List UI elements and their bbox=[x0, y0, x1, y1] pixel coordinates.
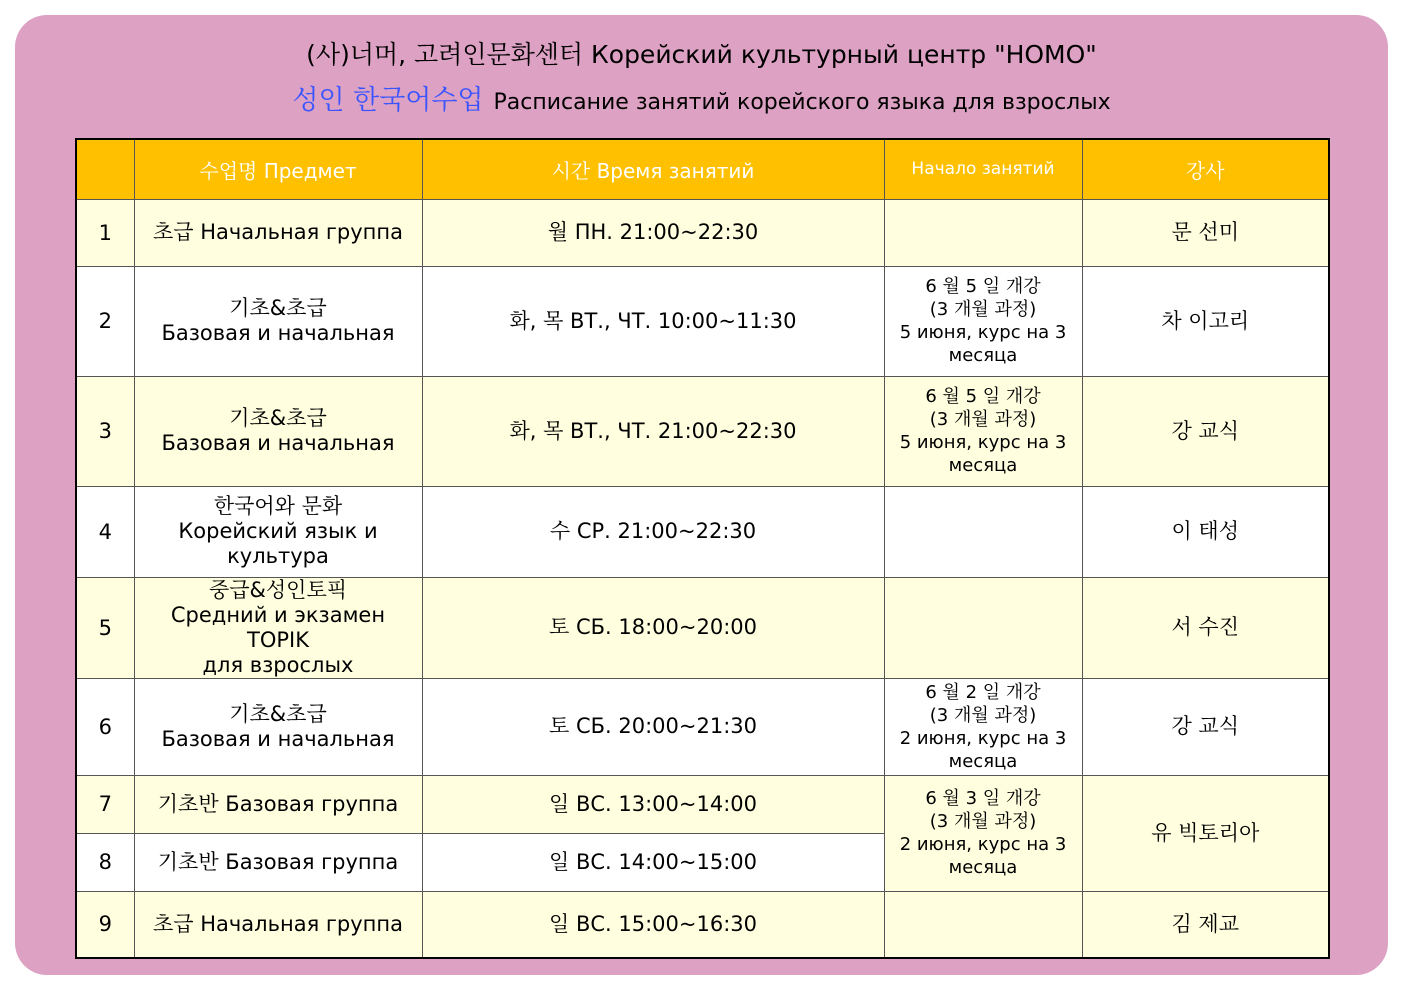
subject-cell bbox=[134, 891, 422, 958]
schedule-title-ru: Расписание занятий корейского языка для взрослых bbox=[493, 90, 1111, 115]
subject-cell bbox=[134, 376, 422, 486]
start-cell bbox=[884, 199, 1082, 266]
subject-line: Базовая и начальная bbox=[161, 431, 395, 455]
subject-line: Средний и экзамен TOPIK bbox=[170, 602, 386, 652]
time-cell: 토 СБ. 20:00~21:30 bbox=[422, 678, 884, 775]
row-number: 3 bbox=[76, 376, 134, 486]
start-line: месяца bbox=[948, 857, 1018, 878]
table-row bbox=[76, 376, 1329, 486]
subject-line: Корейский язык и bbox=[178, 519, 378, 543]
schedule-table bbox=[75, 138, 1330, 959]
col-header-teacher: 강사 bbox=[1082, 139, 1329, 199]
start-line: (3 개월 과정) bbox=[929, 704, 1037, 726]
start-cell bbox=[884, 266, 1082, 376]
subject-cell bbox=[134, 486, 422, 577]
row-number: 6 bbox=[76, 678, 134, 775]
subject-line: 초급 Начальная группа bbox=[152, 220, 403, 244]
start-line: (3 개월 과정) bbox=[929, 409, 1037, 430]
subject-line: 기초반 Базовая группа bbox=[157, 849, 399, 874]
center-title: (사)너머, 고려인문화센터 Корейский культурный центр "НОМО" bbox=[306, 40, 1097, 69]
teacher-cell: 문 선미 bbox=[1082, 199, 1329, 266]
start-line: месяца bbox=[948, 455, 1018, 476]
table-row bbox=[76, 678, 1329, 775]
table-row bbox=[76, 266, 1329, 376]
subject-line: для взрослых bbox=[202, 652, 354, 677]
teacher-cell: 강 교식 bbox=[1082, 376, 1329, 486]
start-cell bbox=[884, 891, 1082, 958]
time-cell: 토 СБ. 18:00~20:00 bbox=[422, 577, 884, 678]
teacher-cell: 김 제교 bbox=[1082, 891, 1329, 958]
row-number: 7 bbox=[76, 775, 134, 833]
col-header-start: Начало занятий bbox=[884, 139, 1082, 199]
teacher-cell: 이 태성 bbox=[1082, 486, 1329, 577]
time-cell: 일 ВС. 13:00~14:00 bbox=[422, 775, 884, 833]
start-line: месяца bbox=[948, 345, 1018, 366]
start-line: месяца bbox=[948, 750, 1018, 772]
start-line: (3 개월 과정) bbox=[929, 299, 1037, 320]
subject-line: 기초&초급 bbox=[229, 406, 327, 430]
table-row bbox=[76, 486, 1329, 577]
subject-line: 기초반 Базовая группа bbox=[157, 791, 399, 816]
row-number: 9 bbox=[76, 891, 134, 958]
start-cell bbox=[884, 486, 1082, 577]
teacher-cell: 서 수진 bbox=[1082, 577, 1329, 678]
col-header-subject: 수업명 Предмет bbox=[134, 139, 422, 199]
subject-line: 초급 Начальная группа bbox=[152, 911, 403, 936]
table-row bbox=[76, 199, 1329, 266]
subject-line: Базовая и начальная bbox=[161, 726, 395, 751]
row-number: 1 bbox=[76, 199, 134, 266]
time-cell: 화, 목 ВТ., ЧТ. 10:00~11:30 bbox=[422, 266, 884, 376]
start-line: 6 월 5 일 개강 bbox=[925, 386, 1041, 407]
time-cell: 월 ПН. 21:00~22:30 bbox=[422, 199, 884, 266]
start-line: 2 июня, курс на 3 bbox=[899, 727, 1067, 749]
schedule-title bbox=[0, 84, 1403, 120]
start-cell bbox=[884, 678, 1082, 775]
start-line: 2 июня, курс на 3 bbox=[899, 834, 1067, 855]
start-line: 5 июня, курс на 3 bbox=[899, 432, 1067, 453]
row-number: 4 bbox=[76, 486, 134, 577]
subject-cell bbox=[134, 833, 422, 891]
schedule-title-ko: 성인 한국어수업 bbox=[292, 85, 484, 116]
subject-line: культура bbox=[227, 544, 329, 568]
col-header-time: 시간 Время занятий bbox=[422, 139, 884, 199]
time-cell: 화, 목 ВТ., ЧТ. 21:00~22:30 bbox=[422, 376, 884, 486]
subject-cell bbox=[134, 266, 422, 376]
subject-line: 기초&초급 bbox=[229, 701, 327, 726]
start-line: 6 월 2 일 개강 bbox=[925, 681, 1041, 703]
subject-line: 중급&성인토픽 bbox=[208, 577, 348, 602]
subject-line: Базовая и начальная bbox=[161, 321, 395, 345]
start-line: 6 월 3 일 개강 bbox=[925, 788, 1041, 809]
table-row bbox=[76, 577, 1329, 678]
time-cell: 수 СР. 21:00~22:30 bbox=[422, 486, 884, 577]
teacher-cell: 강 교식 bbox=[1082, 678, 1329, 775]
row-number: 5 bbox=[76, 577, 134, 678]
start-line: 5 июня, курс на 3 bbox=[899, 322, 1067, 343]
start-cell bbox=[884, 376, 1082, 486]
time-cell: 일 ВС. 14:00~15:00 bbox=[422, 833, 884, 891]
subject-cell bbox=[134, 775, 422, 833]
subject-line: 기초&초급 bbox=[229, 296, 327, 320]
subject-cell bbox=[134, 678, 422, 775]
subject-cell bbox=[134, 577, 422, 678]
table-row bbox=[76, 891, 1329, 958]
subject-line: 한국어와 문화 bbox=[213, 494, 343, 518]
time-cell: 일 ВС. 15:00~16:30 bbox=[422, 891, 884, 958]
col-header-num bbox=[76, 139, 134, 199]
table-row bbox=[76, 775, 1329, 833]
row-number: 8 bbox=[76, 833, 134, 891]
start-line: 6 월 5 일 개강 bbox=[925, 276, 1041, 297]
table-header-row bbox=[76, 139, 1329, 199]
subject-cell bbox=[134, 199, 422, 266]
start-cell bbox=[884, 577, 1082, 678]
teacher-cell: 차 이고리 bbox=[1082, 266, 1329, 376]
row-number: 2 bbox=[76, 266, 134, 376]
teacher-cell: 유 빅토리아 bbox=[1082, 775, 1329, 891]
start-cell bbox=[884, 775, 1082, 891]
start-line: (3 개월 과정) bbox=[929, 811, 1037, 832]
